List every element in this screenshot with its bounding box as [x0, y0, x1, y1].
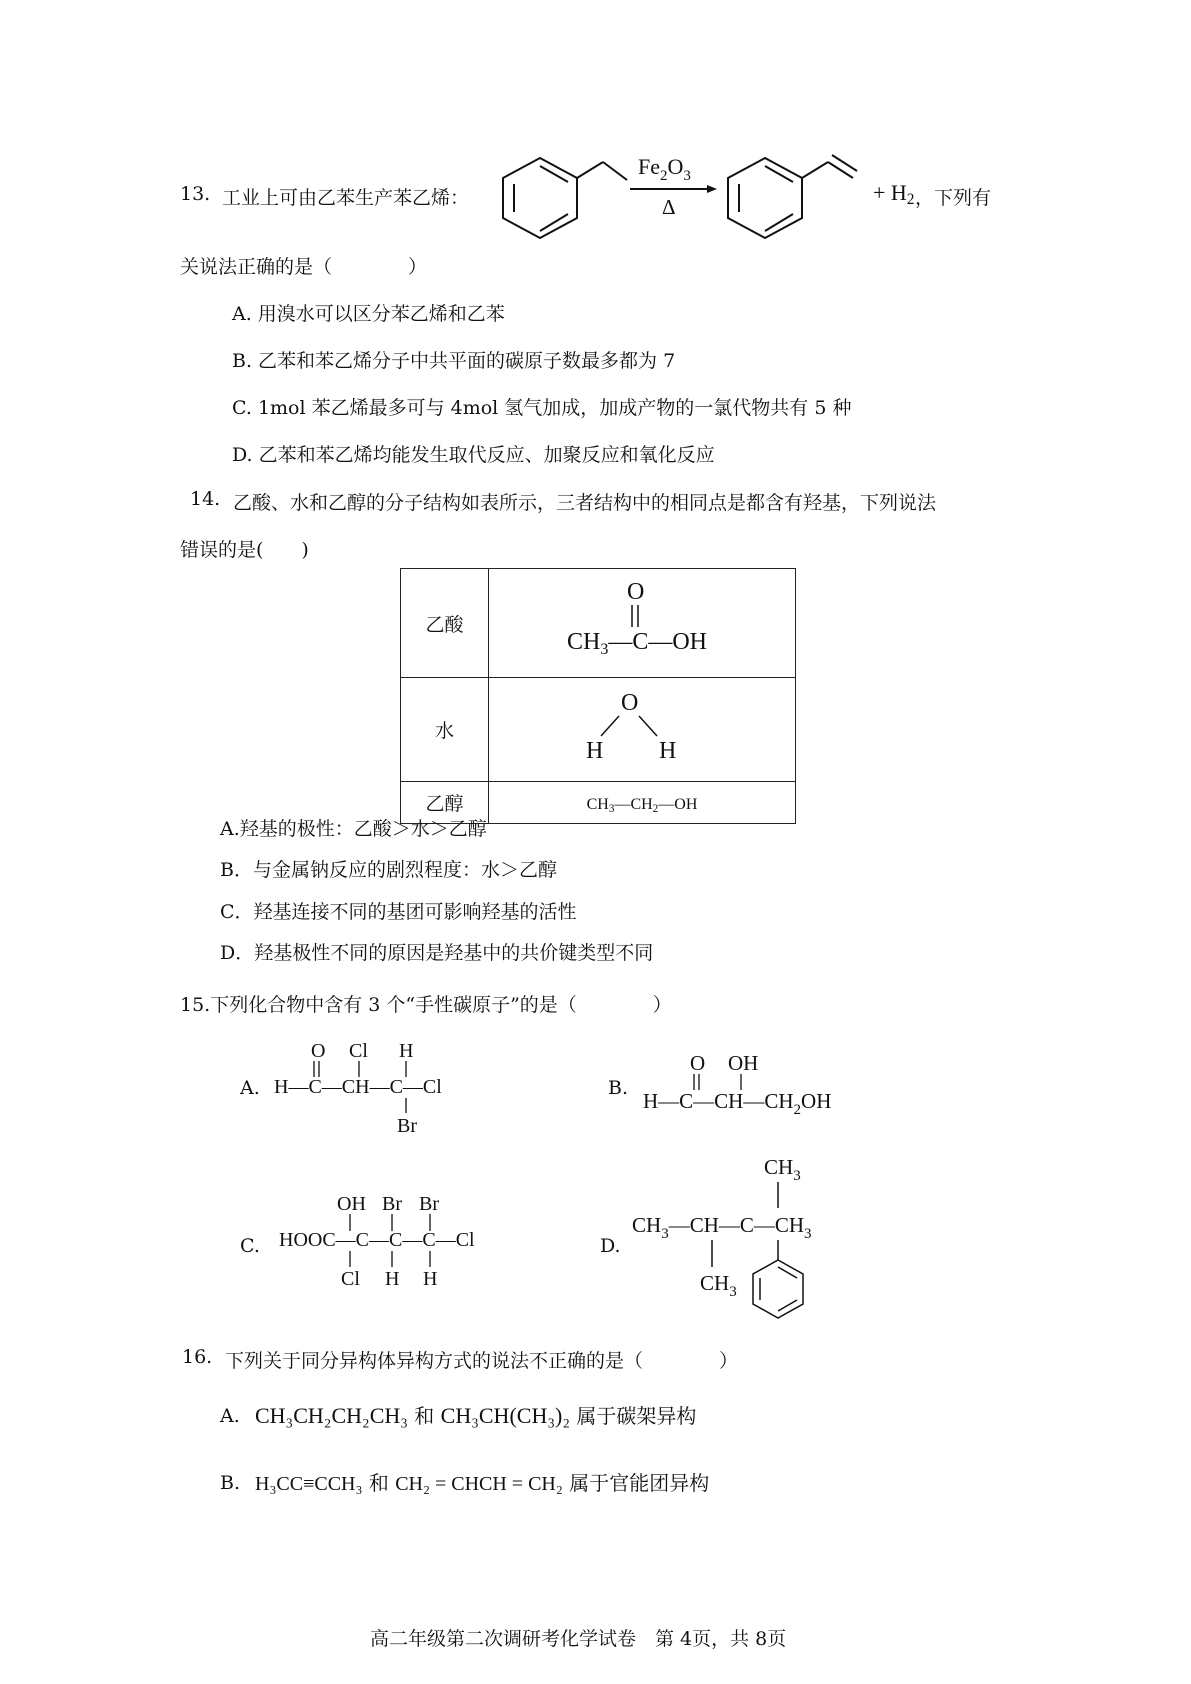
q13-option-a: A. 用溴水可以区分苯乙烯和乙苯: [232, 303, 505, 325]
q15-option-b-structure: [640, 1048, 880, 1128]
q13-number: 13.: [180, 183, 211, 205]
svg-text:Br: Br: [382, 1193, 402, 1215]
svg-text:H—C—CH—CH2OH: $H—C—CH—CH_2OH$: [643, 1089, 832, 1118]
svg-text:O: O: [627, 579, 645, 605]
styrene-structure: [728, 155, 857, 238]
q15-option-c-structure: [275, 1187, 525, 1297]
svg-text:H—C—CH—C—Cl: H—C—CH—C—Cl: [274, 1076, 442, 1098]
q13-stem-part2: 关说法正确的是（ ）: [180, 256, 428, 278]
svg-text:O: O: [690, 1051, 706, 1075]
row-ethanol-name: 乙醇: [401, 782, 489, 824]
q16-stem: 下列关于同分异构体异构方式的说法不正确的是（ ）: [225, 1350, 739, 1372]
phenyl-ring: [753, 1260, 803, 1318]
q13-option-c: C. 1mol 苯乙烯最多可与 4mol 氢气加成，加成产物的一氯代物共有 5 种: [232, 397, 852, 419]
q15-stem: 15.下列化合物中含有 3 个“手性碳原子”的是（ ）: [180, 994, 672, 1016]
q16-option-a-letter: A.: [220, 1405, 240, 1427]
q16-number: 16.: [182, 1346, 213, 1368]
svg-text:H: H: [659, 738, 677, 764]
q13-option-d: D. 乙苯和苯乙烯均能发生取代反应、加聚反应和氧化反应: [232, 444, 715, 466]
q14-number: 14.: [190, 488, 221, 510]
svg-text:Br: Br: [419, 1193, 439, 1215]
svg-text:OH: OH: [337, 1193, 366, 1215]
page-footer: 高二年级第二次调研考化学试卷 第 4页，共 8页: [370, 1628, 787, 1650]
svg-text:CH3: $CH_3$: [764, 1155, 801, 1184]
q16-option-b-letter: B.: [220, 1472, 241, 1494]
q13-h2: + $H_2$: [873, 180, 915, 208]
row-acetic-acid-name: 乙酸: [401, 569, 489, 678]
q14-option-b: B．与金属钠反应的剧烈程度：水＞乙醇: [220, 859, 557, 881]
q16-a-formula2: CH₃CH(CH₃)₂: [440, 1403, 571, 1428]
svg-text:H: H: [423, 1268, 438, 1290]
row-water-structure: [489, 678, 796, 782]
svg-text:H: H: [586, 738, 604, 764]
ethylbenzene-structure: [503, 158, 627, 238]
q15-option-a-letter: A.: [240, 1077, 260, 1099]
q15-option-d-letter: D.: [600, 1235, 621, 1257]
q14-option-a: A.羟基的极性：乙酸＞水＞乙醇: [220, 818, 487, 840]
q16-a-formula1: CH₃CH₂CH₂CH₃: [255, 1403, 408, 1428]
svg-text:H: H: [399, 1040, 414, 1062]
svg-text:CH3: $CH_3$: [700, 1271, 737, 1300]
row-ethanol-structure: $CH_3—CH_2—OH$: [489, 782, 796, 824]
q13-option-b: B. 乙苯和苯乙烯分子中共平面的碳原子数最多都为 7: [232, 350, 676, 372]
q14-option-c: C．羟基连接不同的基团可影响羟基的活性: [220, 901, 577, 923]
svg-text:O: O: [621, 690, 639, 716]
q16-b-formula2: CH₂ = CHCH = CH₂: [395, 1473, 563, 1495]
svg-text:Cl: Cl: [341, 1268, 360, 1290]
q15-option-a-structure: [270, 1035, 470, 1135]
q13-stem-part1: 工业上可由乙苯生产苯乙烯：: [222, 187, 470, 209]
catalyst-label: $Fe_2O_3$: [638, 154, 691, 184]
svg-text:Cl: Cl: [349, 1040, 368, 1062]
svg-text:OH: OH: [728, 1051, 759, 1075]
q13-stem-tail: ，下列有: [915, 187, 992, 209]
svg-text:CH3—C—OH: $CH_3—C—OH$: [566, 629, 708, 658]
q14-stem-part1: 乙酸、水和乙醇的分子结构如表所示，三者结构中的相同点是都含有羟基，下列说法: [233, 492, 937, 514]
q15-option-c-letter: C.: [240, 1235, 260, 1257]
row-water-name: 水: [401, 678, 489, 782]
q16-option-b: H₃CC≡CCH₃ 和 CH₂ = CHCH = CH₂ 属于官能团异构: [255, 1471, 710, 1495]
svg-text:CH3—CH—C—CH3: $CH_3—CH—C—CH_3$: [632, 1213, 812, 1242]
q15-option-b-letter: B.: [608, 1077, 629, 1099]
condition-label: Δ: [662, 195, 676, 219]
q14-stem-part2: 错误的是( ): [180, 539, 309, 561]
svg-text:HOOC—C—C—C—Cl: HOOC—C—C—C—Cl: [279, 1229, 475, 1251]
svg-text:O: O: [311, 1040, 326, 1062]
q14-option-d: D．羟基极性不同的原因是羟基中的共价键类型不同: [220, 942, 654, 964]
q15-option-d-structure: [630, 1150, 880, 1335]
svg-text:H: H: [385, 1268, 400, 1290]
q16-b-formula1: H₃CC≡CCH₃: [255, 1473, 363, 1495]
svg-text:Br: Br: [397, 1115, 417, 1135]
molecule-table: [400, 568, 796, 824]
q13-reaction-scheme: [495, 140, 895, 240]
row-acetic-acid-structure: [489, 569, 796, 678]
q16-option-a: CH₃CH₂CH₂CH₃ 和 CH₃CH(CH₃)₂ 属于碳架异构: [255, 1403, 697, 1428]
